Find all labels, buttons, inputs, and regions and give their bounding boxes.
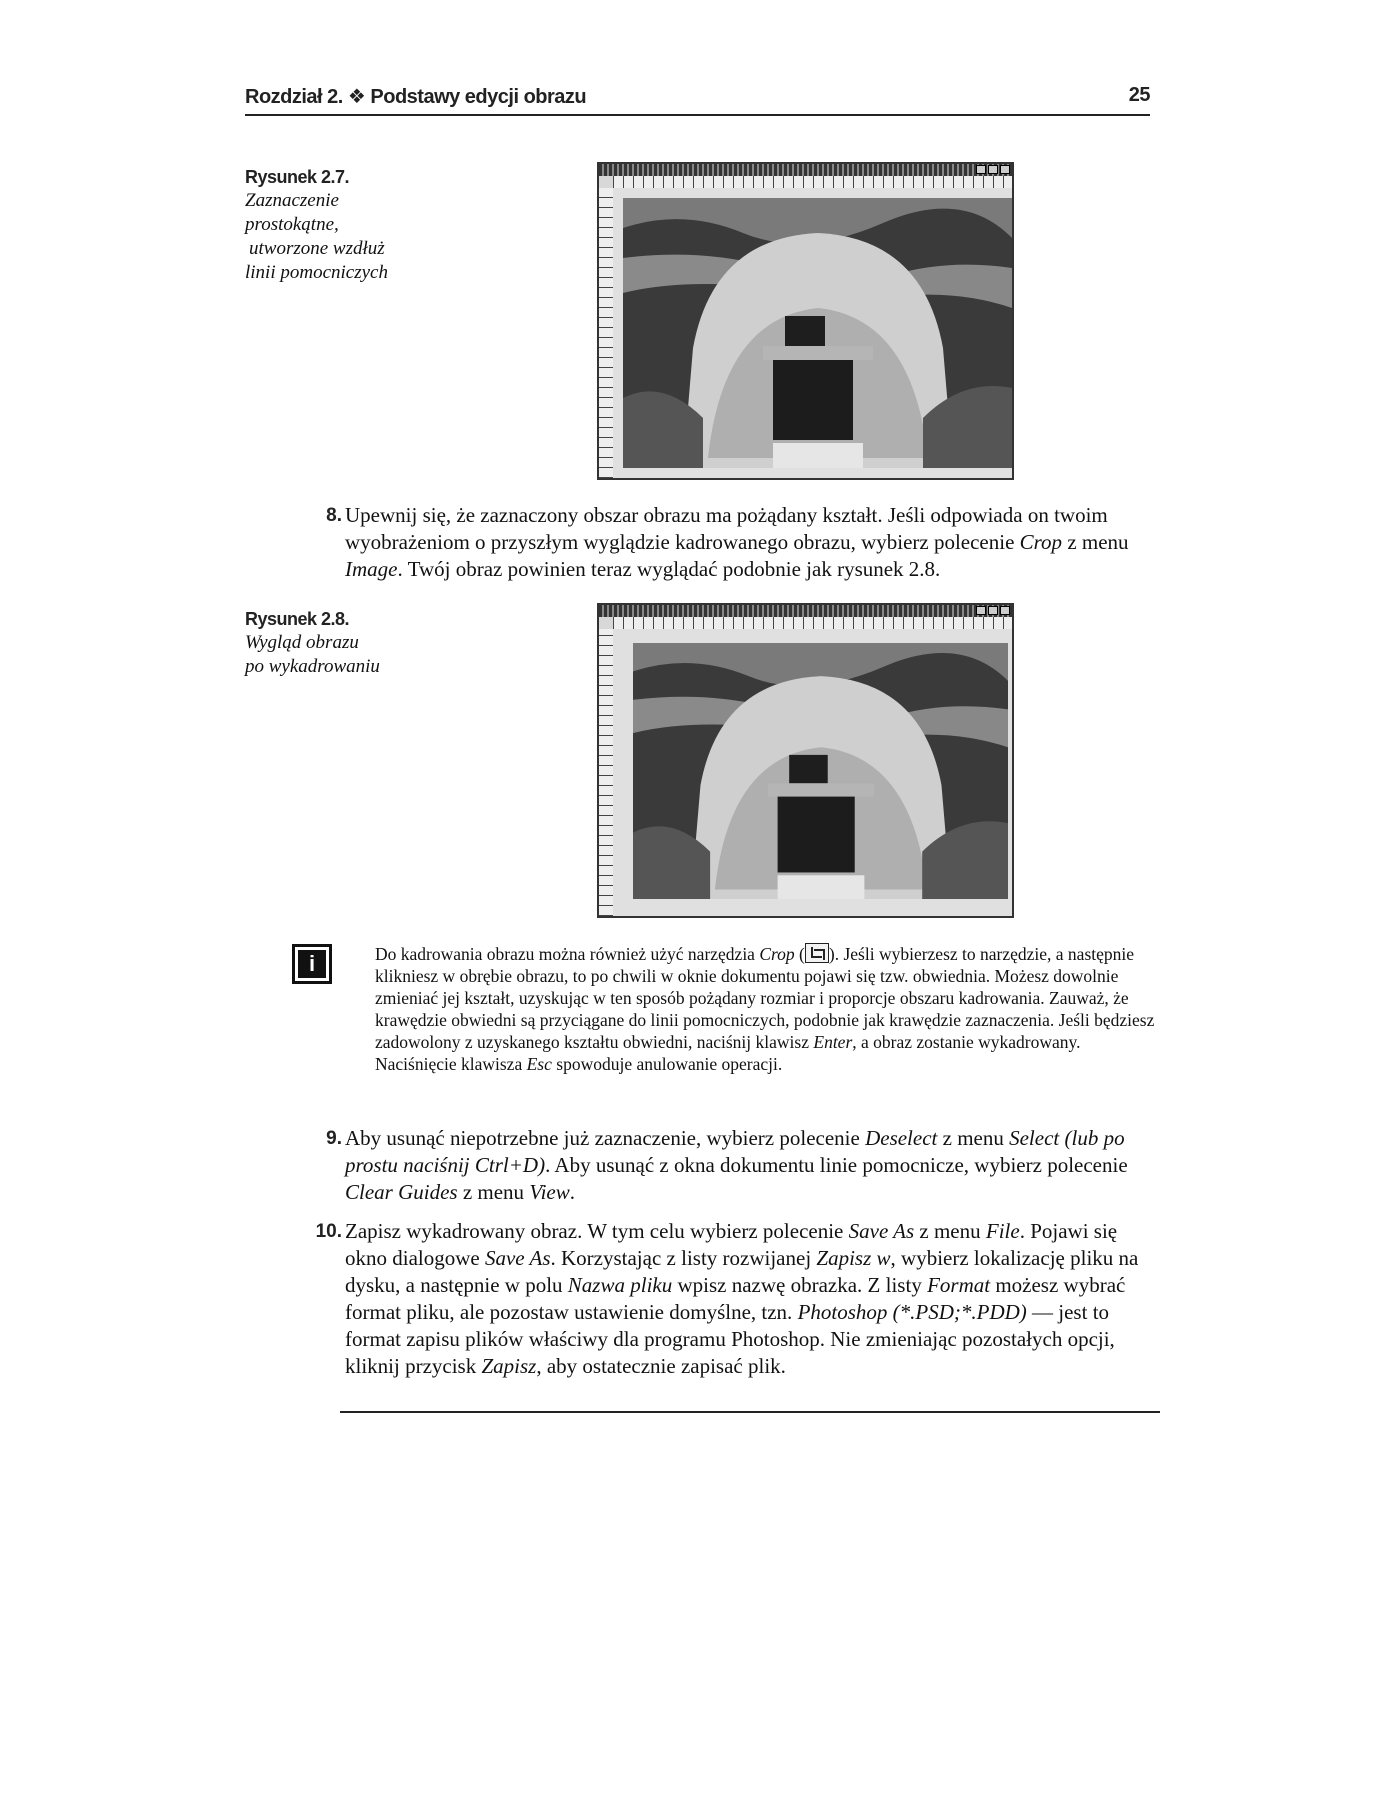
text-run: z menu [457,1180,530,1204]
text-run: z menu [937,1126,1010,1150]
text-run: , wybierz lokalizację pliku na dysku, a następnie w polu [345,1246,1139,1297]
step-number: 8. [326,505,342,526]
step-text [315,1125,1157,1206]
emphasized-text: Deselect [865,1126,938,1150]
step-text [315,1218,1157,1380]
window-titlebar [599,164,1012,176]
figure-caption-2-8 [245,607,445,679]
note-text-before [375,944,805,964]
minimize-icon [976,606,986,615]
text-run: . Aby usunąć z okna dokumentu linie pomocnicze, wybierz polecenie [545,1153,1128,1177]
caption-line: prostokątne, [245,214,339,235]
emphasized-text: Photoshop (*.PSD;*.PDD) [797,1300,1027,1324]
emphasized-text: Clear Guides [345,1180,458,1204]
step-9 [326,1125,1157,1206]
close-icon [1000,606,1010,615]
text-run: ). Jeśli wybierzesz to narzędzie, a następnie klikniesz w obrębie obrazu, to po chwili w oknie dokumentu pojawi się tzw. obwiednia. Możesz dowolnie zmieniać jej kształt, uzyskując w ten sposób pożądany rozmiar i proporcje obszaru kadrowania. Zauważ, że krawędzie obwiedni są przyciągane do linii pomocniczych, podobnie jak krawędzie zaznaczenia. Jeśli będziesz zadowolony z uzyskanego kształtu obwiedni, naciśnij klawisz [375,944,1155,1052]
cropped-stone-hut-photo [633,643,1008,899]
emphasized-text: File [985,1219,1020,1243]
document-canvas [613,188,1012,478]
step-number: 10. [315,1221,342,1242]
step-10 [315,1218,1157,1380]
text-run: z menu [1062,530,1129,554]
emphasized-text: Zapisz w [816,1246,891,1270]
stone-hut-photo [623,198,1012,468]
text-run: Do kadrowania obrazu można również użyć narzędzia [375,944,760,964]
crop-tool-icon [805,943,829,963]
minimize-icon [976,165,986,174]
document-canvas [613,629,1012,916]
emphasized-text: Zapisz [481,1354,537,1378]
emphasized-text: Save As [848,1219,915,1243]
step-text [315,502,1157,583]
window-titlebar [599,605,1012,617]
text-run: — jest to format zapisu plików właściwy dla programu Photoshop. Nie zmieniając pozostałych opcji, kliknij przycisk [345,1300,1115,1378]
emphasized-text: Crop [759,944,795,964]
page-header [245,84,1150,116]
close-icon [1000,165,1010,174]
emphasized-text: Crop [1019,530,1063,554]
step-8 [326,502,1157,583]
text-run: Zapisz wykadrowany obraz. W tym celu wybierz polecenie [345,1219,849,1243]
caption-line: Zaznaczenie [245,190,339,211]
figure-2-7-screenshot [597,162,1014,480]
text-run: . Korzystając z listy rozwijanej [550,1246,817,1270]
emphasized-text: View [529,1180,570,1204]
vertical-ruler [599,629,614,916]
vertical-ruler [599,188,614,478]
emphasized-text: Save As [484,1246,551,1270]
maximize-icon [988,606,998,615]
figure-2-8-screenshot [597,603,1014,918]
text-run: , a obraz zostanie wykadrowany. Naciśnięcie klawisza [375,1032,1081,1074]
step-number: 9. [326,1128,342,1149]
bottom-rule [340,1411,1160,1413]
figure-number: Rysunek 2.7. [245,167,350,187]
text-run: . Twój obraz powinien teraz wyglądać podobnie jak rysunek 2.8. [397,557,941,581]
text-run: , aby ostatecznie zapisać plik. [536,1354,786,1378]
text-run: ( [794,944,805,964]
caption-line: linii pomocniczych [245,262,388,283]
text-run: spowoduje anulowanie operacji. [551,1054,783,1074]
info-icon: i [292,944,332,984]
note-text [375,944,1154,1074]
note-box [375,943,1155,1075]
emphasized-text: Enter [813,1032,853,1052]
caption-line: po wykadrowaniu [245,656,380,677]
emphasized-text: Nazwa pliku [567,1273,673,1297]
page-number: 25 [1128,84,1150,106]
text-run: Aby usunąć niepotrzebne już zaznaczenie, wybierz polecenie [345,1126,866,1150]
caption-line: utworzone wzdłuż [249,238,385,259]
maximize-icon [988,165,998,174]
text-run: . [569,1180,575,1204]
text-run: z menu [914,1219,986,1243]
figure-caption-2-7 [245,165,445,285]
text-run: . Pojawi się okno dialogowe [345,1219,1118,1270]
text-run: Upewnij się, że zaznaczony obszar obrazu ma pożądany kształt. Jeśli odpowiada on twoim wyobrażeniom o przyszłym wyglądzie kadrowanego obrazu, wybierz polecenie [345,503,1108,554]
emphasized-text: Select (lub po prostu naciśnij Ctrl+D) [345,1126,1125,1177]
emphasized-text: Image [345,557,398,581]
text-run: wpisz nazwę obrazka. Z listy [672,1273,928,1297]
emphasized-text: Format [927,1273,991,1297]
emphasized-text: Esc [526,1054,552,1074]
caption-line: Wygląd obrazu [245,632,359,653]
text-run: możesz wybrać format pliku, ale pozostaw ustawienie domyślne, tzn. [345,1273,1126,1324]
figure-number: Rysunek 2.8. [245,609,350,629]
chapter-title: Rozdział 2. ❖ Podstawy edycji obrazu [245,86,587,108]
